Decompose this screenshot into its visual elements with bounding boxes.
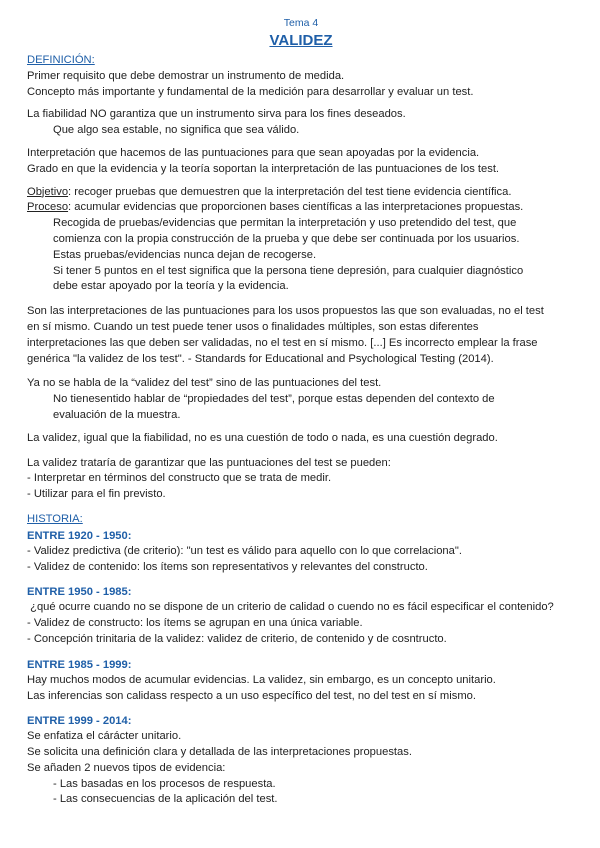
indented-line: No tienesentido hablar de “propiedades del test”, porque estas dependen del contexto de <box>53 393 495 406</box>
proceso-text: : acumular evidencias que proporcionen bases científicas a las interpretaciones propuestas. <box>68 201 524 214</box>
list-item: Hay muchos modos de acumular evidencias. La validez, sin embargo, es un concepto unitario. <box>27 673 496 686</box>
proceso-line <box>27 200 575 216</box>
indented-line: Si tener 5 puntos en el test significa que la persona tiene depresión, para cualquier diagnóstico <box>53 264 524 277</box>
document-page <box>27 15 575 808</box>
list-item: - Utilizar para el fin previsto. <box>27 488 166 501</box>
indented-line: comienza con la propia construcción de la prueba y que debe ser continuada por los usuarios. <box>53 232 520 245</box>
list-item: - Validez de constructo: los ítems se agrupan en una única variable. <box>27 617 363 630</box>
objetivo-line <box>27 185 575 201</box>
list-item: - Validez predictiva (de criterio): "un test es válido para aquello con lo que correlaciona". <box>27 544 462 557</box>
theme-label: Tema 4 <box>283 17 319 29</box>
proceso-label: Proceso <box>27 201 69 214</box>
section-heading-definicion: DEFINICIÓN: <box>27 54 95 66</box>
page-title: VALIDEZ <box>269 32 333 49</box>
paragraph-line: Interpretación que hacemos de las puntuaciones para que sean apoyadas por la evidencia. <box>27 146 480 159</box>
paragraph-line: Primer requisito que debe demostrar un instrumento de medida. <box>27 69 345 82</box>
paragraph-line: Grado en que la evidencia y la teoría soportan la interpretación de las puntuaciones de los test. <box>27 162 500 175</box>
standards-line: interpretaciones las que deben ser validadas, no el test en sí mismo. [...] Es incorrecto emplear la frase <box>27 336 538 349</box>
list-item: Se solicita una definición clara y detallada de las interpretaciones propuestas. <box>27 746 412 759</box>
list-item: Las inferencias son calidass respecto a un uso específico del test, no del test en sí mismo. <box>27 689 476 702</box>
indented-line: Que algo sea estable, no significa que sea válido. <box>53 124 300 137</box>
period-title: ENTRE 1920 - 1950: <box>27 529 132 542</box>
paragraph-line: La validez, igual que la fiabilidad, no es una cuestión de todo o nada, es una cuestión degrado. <box>27 431 498 444</box>
objetivo-label: Objetivo <box>27 185 69 198</box>
objetivo-text: : recoger pruebas que demuestren que la interpretación del test tiene evidencia científica. <box>68 185 512 198</box>
paragraph-line: Ya no se habla de la “validez del test” sino de las puntuaciones del test. <box>27 377 382 390</box>
standards-line: Son las interpretaciones de las puntuaciones para los usos propuestos las que son evaluadas, no el test <box>27 305 544 318</box>
paragraph-line: La fiabilidad NO garantiza que un instrumento sirva para los fines deseados. <box>27 108 406 121</box>
period-title: ENTRE 1985 - 1999: <box>27 658 132 671</box>
list-item: - Interpretar en términos del constructo que se trata de medir. <box>27 472 332 485</box>
period-title: ENTRE 1999 - 2014: <box>27 715 132 728</box>
standards-line: en sí mismo. Cuando un test puede tener usos o finalidades múltiples, son estas diferentes <box>27 320 479 333</box>
paragraph-line: La validez trataría de garantizar que las puntuaciones del test se pueden: <box>27 456 391 469</box>
indented-line: Estas pruebas/evidencias nunca dejan de recogerse. <box>53 248 317 261</box>
list-item: - Validez de contenido: los ítems son representativos y relevantes del constructo. <box>27 560 428 573</box>
list-item: Se enfatiza el cárácter unitario. <box>27 730 182 743</box>
paragraph-line: Concepto más importante y fundamental de la medición para desarrollar y evaluar un test. <box>27 85 474 98</box>
list-item: ¿qué ocurre cuando no se dispone de un criterio de calidad o cuendo no es fácil especificar el contenido? <box>27 601 554 614</box>
indented-line: evaluación de la muestra. <box>53 408 181 421</box>
period-title: ENTRE 1950 - 1985: <box>27 586 132 599</box>
section-heading-historia: HISTORIA: <box>27 512 83 525</box>
indented-line: Recogida de pruebas/evidencias que permitan la interpretación y uso pretendido del test, que <box>53 217 517 230</box>
indented-line: - Las consecuencias de la aplicación del test. <box>53 793 278 806</box>
indented-line: debe estar apoyado por la teoría y la evidencia. <box>53 280 289 293</box>
list-item: Se añaden 2 nuevos tipos de evidencia: <box>27 761 226 774</box>
standards-line: genérica "la validez de los test". - Standards for Educational and Psychological Testing (2014). <box>27 352 494 365</box>
indented-line: - Las basadas en los procesos de respuesta. <box>53 777 276 790</box>
list-item: - Concepción trinitaria de la validez: validez de criterio, de contenido y de cosntructo. <box>27 632 447 645</box>
